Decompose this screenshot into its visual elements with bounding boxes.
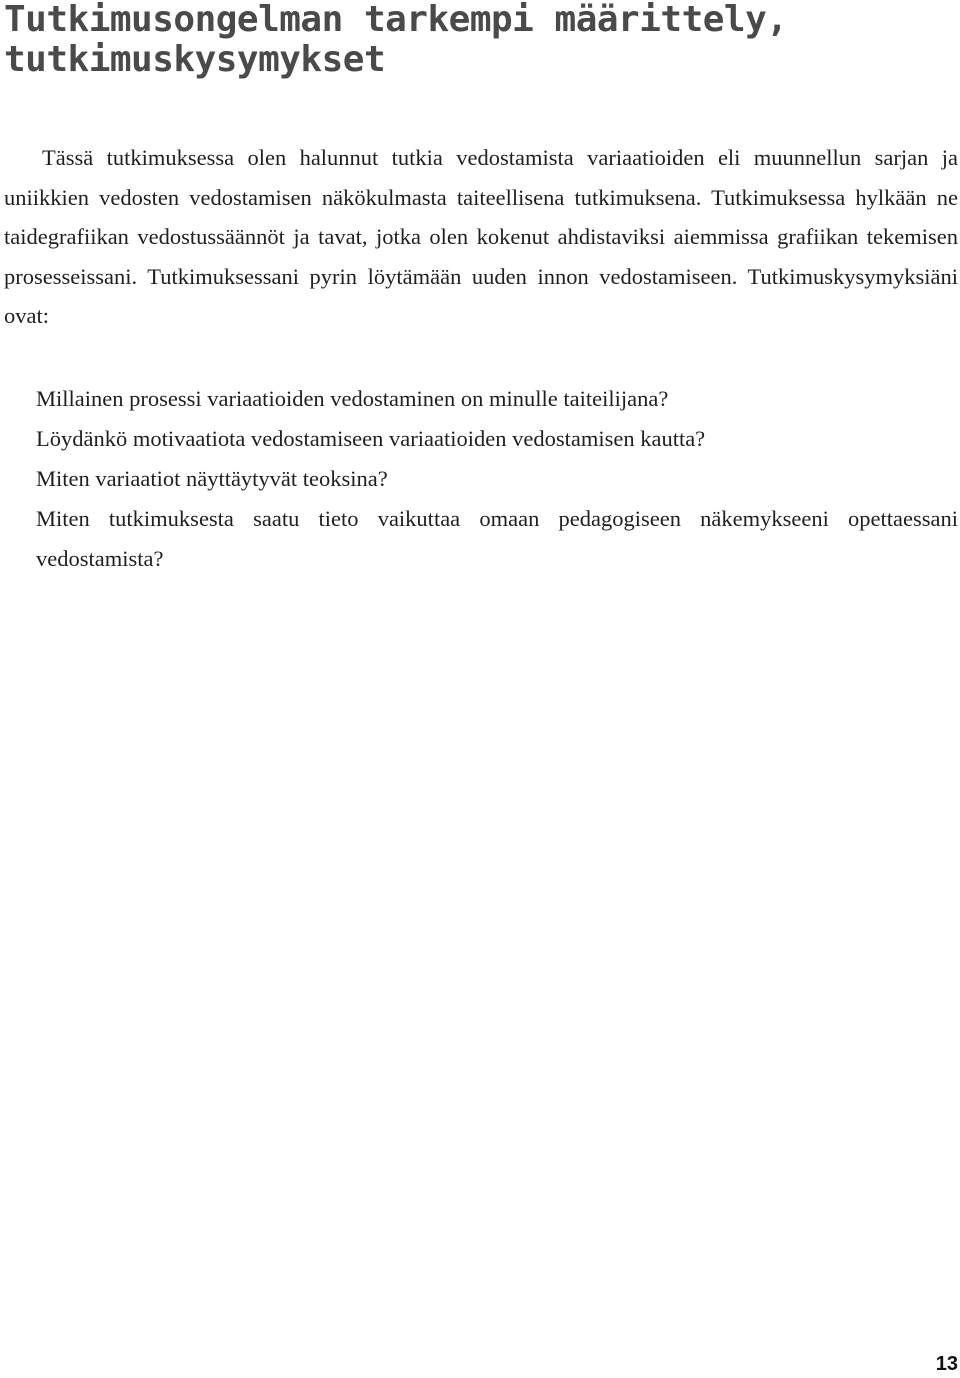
page-number: 13: [935, 1353, 958, 1375]
research-question: Löydänkö motivaatiota vedostamiseen variaatioiden vedostamisen kautta?: [36, 426, 706, 451]
intro-paragraph: Tässä tutkimuksessa olen halunnut tutkia vedostamista variaatioiden eli muunnellun sarjan ja uniikkien vedosten vedostamisen näkökulmasta taiteellisena tutkimuksena. Tutkimuksessa hylkään ne taidegrafiikan vedostussäännöt ja tavat, jotka olen kokenut ahdistaviksi aiemmissa grafiikan tekemisen prosesseissani. Tutkimuksessani pyrin löytämään uuden innon vedostamiseen. Tutkimuskysymyksiäni ovat:: [4, 145, 958, 328]
page-title-line-1: Tutkimusongelman tarkempi määrittely,: [4, 0, 788, 40]
research-questions-list: [36, 379, 958, 579]
page-title-line-2: tutkimuskysymykset: [4, 39, 386, 80]
research-question: Miten variaatiot näyttäytyvät teoksina?: [36, 466, 388, 491]
research-question: Millainen prosessi variaatioiden vedostaminen on minulle taiteilijana?: [36, 386, 669, 411]
research-question: Miten tutkimuksesta saatu tieto vaikuttaa omaan pedagogiseen näkemykseeni opettaessani vedostamista?: [36, 506, 958, 571]
page-title: [4, 0, 924, 80]
